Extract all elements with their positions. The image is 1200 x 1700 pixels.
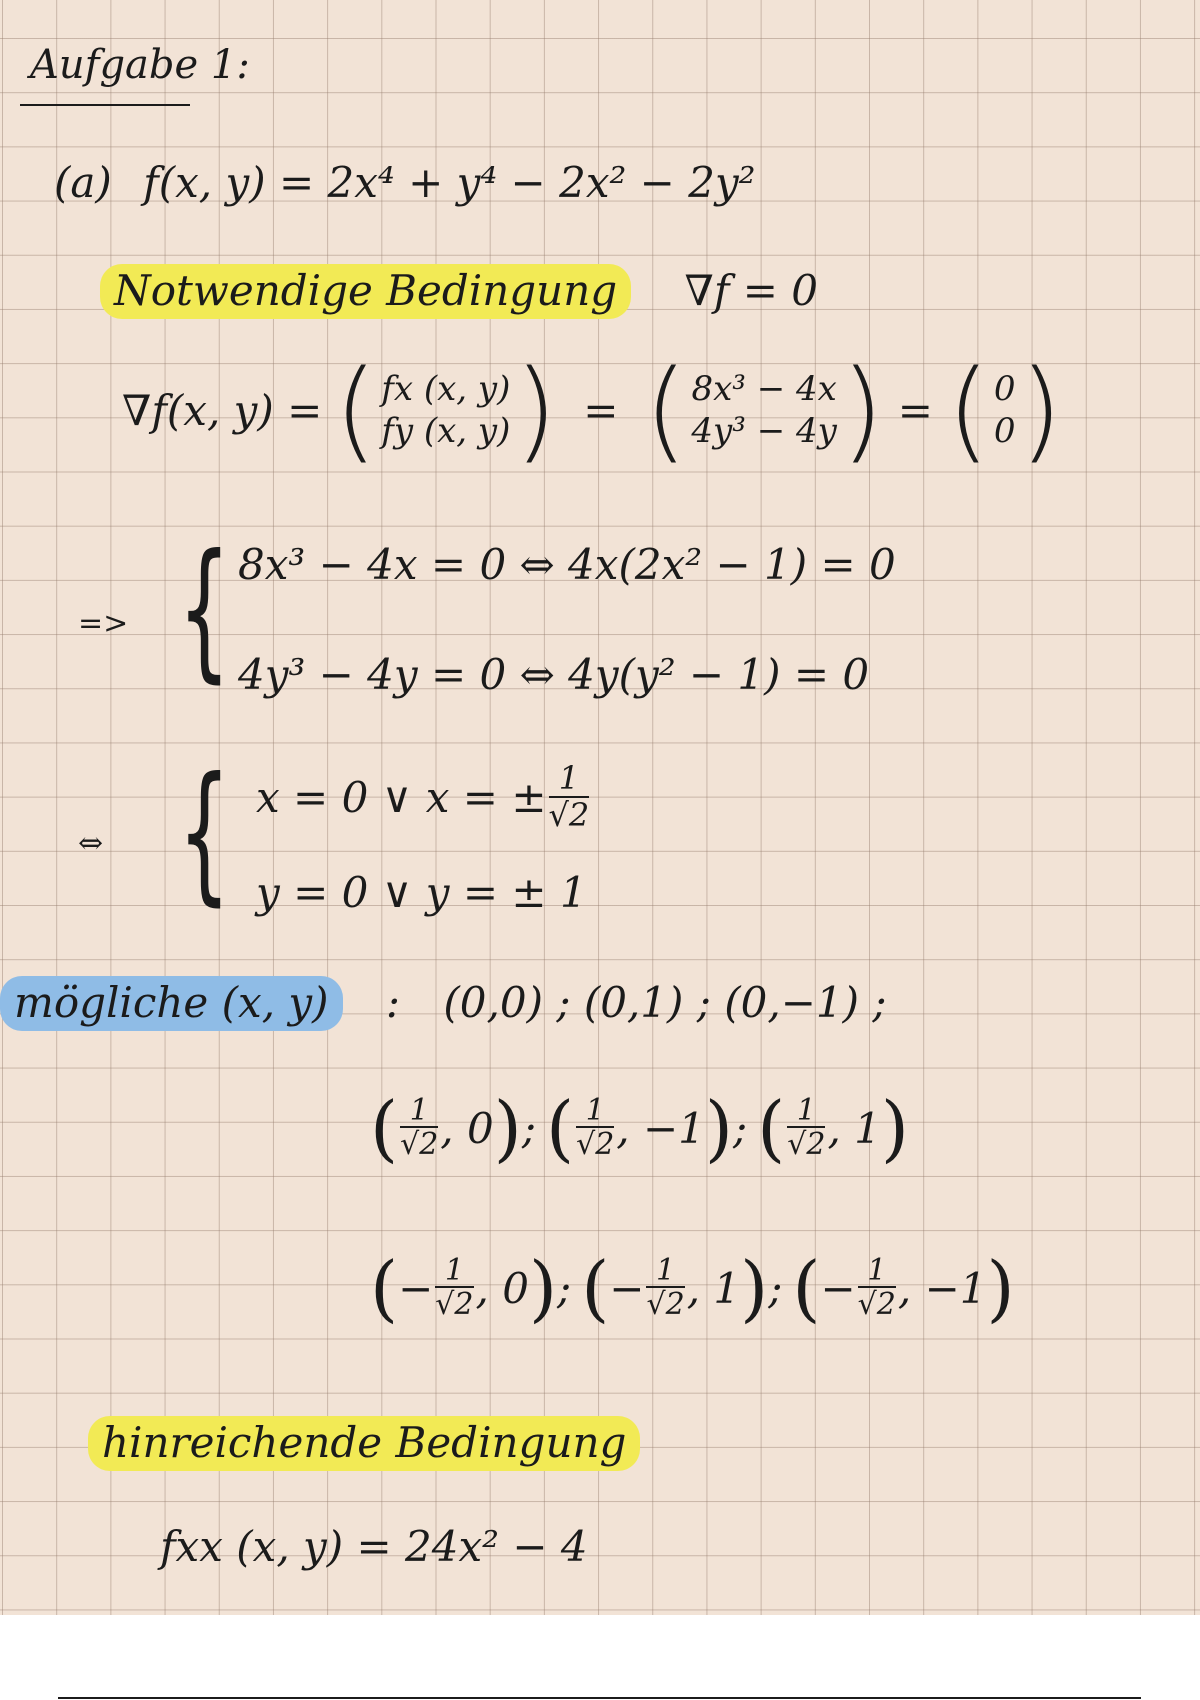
point-separator: ; — [768, 1263, 783, 1313]
sufficient-condition-label: hinreichende Bedingung — [88, 1416, 640, 1471]
candidates-row2 — [370, 1086, 919, 1170]
derivative-x: 8x³ − 4x — [691, 368, 837, 409]
system2-brace: { — [178, 746, 231, 920]
system2-arrow: ⇔ — [78, 826, 104, 861]
fraction-numerator: 1 — [646, 1255, 684, 1289]
candidate-point — [370, 1246, 571, 1330]
point-x-fraction — [646, 1252, 685, 1323]
fraction-numerator: 1 — [549, 762, 590, 798]
partial-y: fy (x, y) — [381, 411, 511, 451]
fraction-numerator: 1 — [435, 1255, 473, 1289]
point-close-paren: ) — [493, 1086, 522, 1170]
partials-vector: ( fx (x, y) fy (x, y) ) — [334, 346, 558, 474]
point-open-paren: ( — [792, 1246, 821, 1330]
fraction-denominator: √2 — [548, 795, 590, 834]
derivative-y: 4y³ − 4y — [691, 411, 837, 451]
point-close-paren: ) — [986, 1246, 1015, 1330]
part-a-label: (a) — [54, 158, 112, 207]
point-sign: − — [609, 1263, 645, 1313]
point-y-value: , 0 — [475, 1263, 529, 1313]
point-y-value: , 1 — [686, 1263, 741, 1313]
system2-line1-text: x = 0 ∨ x = ± — [256, 772, 547, 822]
gradient-equals-2: = — [897, 385, 933, 435]
candidate-point — [370, 1086, 536, 1170]
point-x-fraction — [435, 1252, 474, 1323]
candidate-point — [757, 1086, 909, 1170]
gradient-equals-1: = — [583, 385, 619, 435]
candidate-point — [581, 1246, 782, 1330]
point-y-value: , −1 — [616, 1103, 705, 1153]
zero-y: 0 — [993, 411, 1016, 451]
fraction-numerator: 1 — [400, 1095, 438, 1129]
point-open-paren: ( — [370, 1086, 399, 1170]
point-open-paren: ( — [545, 1086, 575, 1170]
necessary-condition-label: Notwendige Bedingung — [100, 264, 631, 319]
zero-vector: ( 0 0 ) — [946, 346, 1063, 474]
system1-brace: { — [178, 523, 231, 697]
fraction-denominator: √2 — [400, 1127, 439, 1163]
fraction-denominator: √2 — [435, 1287, 474, 1323]
point-x-fraction — [857, 1252, 896, 1323]
point-x-fraction — [400, 1092, 439, 1163]
point-separator: ; — [557, 1263, 572, 1313]
point-sign: − — [820, 1263, 856, 1313]
candidates-row1: (0,0) ; (0,1) ; (0,−1) ; — [443, 978, 887, 1027]
system1-line1: 8x³ − 4x = 0 ⇔ 4x(2x² − 1) = 0 — [238, 540, 896, 589]
candidate-point — [546, 1086, 747, 1170]
fxx-formula: fxx (x, y) = 24x² − 4 — [160, 1522, 588, 1571]
fraction-numerator: 1 — [858, 1255, 896, 1289]
zero-x: 0 — [993, 368, 1016, 409]
page-bottom-rule — [58, 1697, 1141, 1699]
system2-line1 — [256, 759, 591, 834]
point-sign: − — [398, 1263, 434, 1313]
page-title: Aufgabe 1: — [30, 42, 250, 88]
title-underline — [20, 104, 190, 106]
gradient-lhs: ∇f(x, y) = — [122, 385, 323, 435]
point-separator: ; — [521, 1103, 536, 1153]
candidates-line — [0, 978, 887, 1027]
point-open-paren: ( — [370, 1246, 399, 1330]
function-definition: f(x, y) = 2x⁴ + y⁴ − 2x² − 2y² — [143, 158, 756, 207]
system1-line2: 4y³ − 4y = 0 ⇔ 4y(y² − 1) = 0 — [238, 650, 870, 699]
system1-arrow: => — [78, 606, 129, 641]
fraction-denominator: √2 — [857, 1287, 896, 1323]
candidate-point — [792, 1246, 1014, 1330]
point-y-value: , 1 — [827, 1103, 881, 1153]
derivatives-vector: ( 8x³ − 4x 4y³ − 4y ) — [644, 346, 884, 474]
point-open-paren: ( — [581, 1246, 610, 1330]
system2-line2: y = 0 ∨ y = ± 1 — [256, 868, 587, 917]
point-x-fraction — [787, 1092, 826, 1163]
point-separator: ; — [733, 1103, 748, 1153]
fraction-denominator: √2 — [576, 1127, 615, 1163]
system2-fraction — [548, 759, 590, 834]
point-close-paren: ) — [740, 1246, 769, 1330]
candidates-colon: : — [385, 978, 401, 1027]
point-y-value: , −1 — [897, 1263, 987, 1313]
point-close-paren: ) — [704, 1086, 733, 1170]
fraction-numerator: 1 — [576, 1095, 614, 1129]
part-a-line — [54, 158, 756, 207]
point-close-paren: ) — [880, 1086, 909, 1170]
necessary-condition-formula: ∇f = 0 — [684, 266, 818, 315]
candidates-row3 — [370, 1246, 1025, 1330]
fraction-numerator: 1 — [787, 1095, 825, 1129]
point-x-fraction — [576, 1092, 615, 1163]
point-open-paren: ( — [757, 1086, 786, 1170]
candidates-label: mögliche (x, y) — [0, 976, 343, 1031]
partial-x: fx (x, y) — [381, 368, 511, 409]
point-y-value: , 0 — [440, 1103, 494, 1153]
fraction-denominator: √2 — [787, 1127, 826, 1163]
necessary-condition-line — [100, 266, 818, 315]
gradient-equation — [122, 346, 1063, 474]
sufficient-condition-line — [88, 1418, 640, 1467]
point-close-paren: ) — [528, 1246, 558, 1330]
fraction-denominator: √2 — [646, 1287, 685, 1323]
